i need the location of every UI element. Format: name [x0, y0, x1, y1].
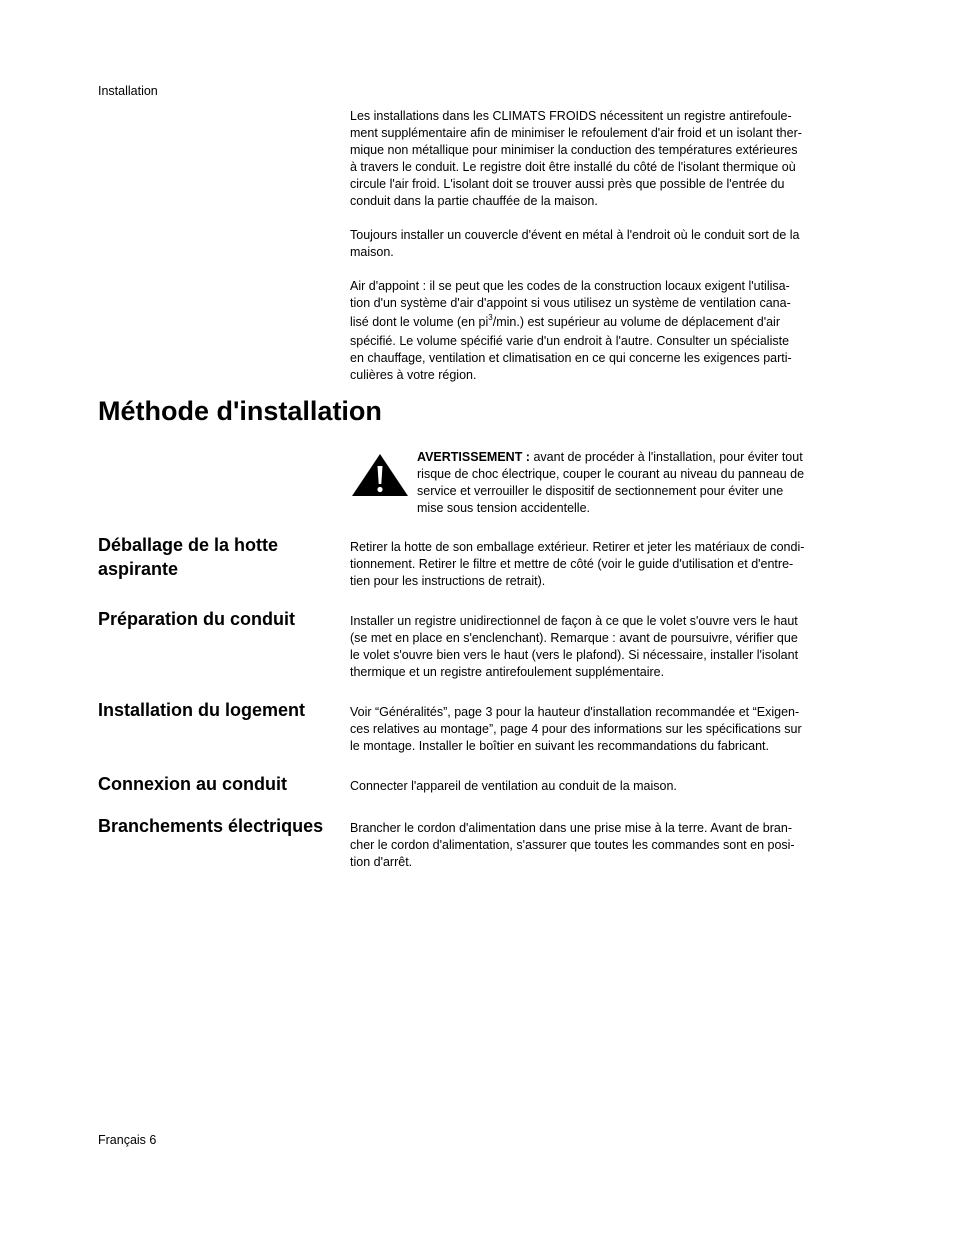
text-line: tionnement. Retirer le filtre et mettre de côté (voir le guide d'utilisation et d'entre-	[350, 557, 794, 571]
text-line: circule l'air froid. L'isolant doit se trouver aussi près que possible de l'entrée du	[350, 177, 785, 191]
warning-message	[417, 449, 862, 517]
text-line: Voir “Généralités”, page 3 pour la hauteur d'installation recommandée et “Exigen-	[350, 705, 800, 719]
step-body-housing-installation	[350, 704, 862, 755]
step-heading-duct-connection	[98, 772, 287, 796]
text-line: mise sous tension accidentelle.	[417, 501, 591, 515]
text-line: Toujours installer un couvercle d'évent en métal à l'endroit où le conduit sort de la	[350, 228, 800, 242]
step-heading-duct-preparation	[98, 607, 295, 631]
text-line: spécifié. Le volume spécifié varie d'un endroit à l'autre. Consulter un spécialiste	[350, 334, 790, 348]
text-line: ces relatives au montage”, page 4 pour des informations sur les spécifications sur	[350, 722, 802, 736]
step-heading-housing-installation	[98, 698, 305, 722]
text-line: service et verrouiller le dispositif de sectionnement pour éviter une	[417, 484, 784, 498]
text-line: tien pour les instructions de retrait).	[350, 574, 546, 588]
text-line: maison.	[350, 245, 394, 259]
text-line: (se met en place en s'enclenchant). Remarque : avant de poursuivre, vérifier que	[350, 631, 798, 645]
step-body-duct-connection	[350, 778, 862, 795]
text-line: mique non métallique pour minimiser la conduction des températures extérieures	[350, 143, 798, 157]
intro-text	[350, 108, 860, 401]
text-line: cher le cordon d'alimentation, s'assurer que toutes les commandes sont en posi-	[350, 838, 795, 852]
intro-paragraph-makeup-air	[350, 278, 860, 384]
step-heading-unpacking	[98, 533, 278, 581]
heading-line: aspirante	[98, 559, 179, 579]
superscript: 3	[488, 313, 493, 322]
intro-paragraph-vent-cover	[350, 227, 860, 261]
step-heading-electrical-connections	[98, 814, 323, 838]
text-line: le montage. Installer le boîtier en suivant les recommandations du fabricant.	[350, 739, 769, 753]
text-line: conduit dans la partie chauffée de la maison.	[350, 194, 598, 208]
text-line: tion d'un système d'air d'appoint si vous utilisez un système de ventilation cana-	[350, 296, 791, 310]
text-line: Connecter l'appareil de ventilation au conduit de la maison.	[350, 779, 677, 793]
text-line: Air d'appoint : il se peut que les codes de la construction locaux exigent l'utilisa-	[350, 279, 790, 293]
step-body-unpacking	[350, 539, 862, 590]
text-line	[417, 449, 862, 466]
warning-triangle-icon	[350, 452, 410, 498]
heading-line: Préparation du conduit	[98, 609, 296, 629]
running-header: Installation	[98, 84, 158, 98]
text-line: risque de choc électrique, couper le courant au niveau du panneau de	[417, 467, 805, 481]
text-line: ment supplémentaire afin de minimiser le refoulement d'air froid et un isolant ther-	[350, 126, 802, 140]
text-fragment: /min.) est supérieur au volume de déplacement d'air	[492, 315, 780, 329]
text-fragment: avant de procéder à l'installation, pour éviter tout	[529, 450, 803, 464]
text-line: à travers le conduit. Le registre doit être installé du côté de l'isolant thermique où	[350, 160, 796, 174]
step-body-duct-preparation	[350, 613, 862, 681]
section-title: Méthode d'installation	[98, 396, 382, 426]
text-line: Retirer la hotte de son emballage extérieur. Retirer et jeter les matériaux de condi-	[350, 540, 805, 554]
text-line	[350, 312, 860, 333]
text-fragment: lisé dont le volume (en pi	[350, 315, 489, 329]
page-footer: Français 6	[98, 1133, 157, 1147]
heading-line: Déballage de la hotte	[98, 535, 279, 555]
intro-paragraph-cold-climates	[350, 108, 860, 210]
heading-line: Installation du logement	[98, 700, 306, 720]
warning-label: AVERTISSEMENT :	[417, 450, 530, 464]
text-line: le volet s'ouvre bien vers le haut (vers le plafond). Si nécessaire, installer l'isolant	[350, 648, 799, 662]
text-line: tion d'arrêt.	[350, 855, 413, 869]
text-line: Les installations dans les CLIMATS FROIDS nécessitent un registre antirefoule-	[350, 109, 792, 123]
text-line: en chauffage, ventilation et climatisation en ce qui concerne les exigences parti-	[350, 351, 792, 365]
text-line: Installer un registre unidirectionnel de façon à ce que le volet s'ouvre vers le haut	[350, 614, 798, 628]
heading-line: Branchements électriques	[98, 816, 324, 836]
heading-line: Connexion au conduit	[98, 774, 287, 794]
text-line: Brancher le cordon d'alimentation dans une prise mise à la terre. Avant de bran-	[350, 821, 792, 835]
text-line: culières à votre région.	[350, 368, 477, 382]
text-line: thermique et un registre antirefoulement supplémentaire.	[350, 665, 665, 679]
step-body-electrical-connections	[350, 820, 862, 871]
